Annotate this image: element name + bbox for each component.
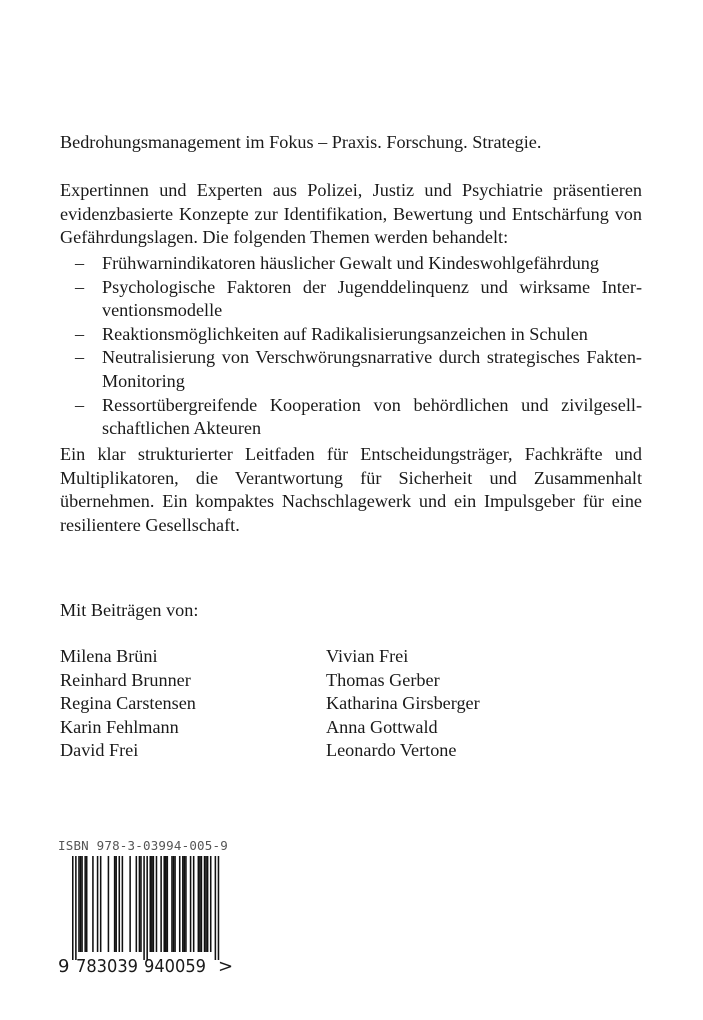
quiet-zone-marker: > [218,956,234,976]
topic-text: Reaktionsmöglichkeiten auf Radikalisierungsanzeichen in Schulen [102,323,588,344]
contributor-name: Leonardo Vertone [326,740,457,761]
contributor-name: Thomas Gerber [326,669,440,690]
contributors-column-right [326,645,480,763]
contributors-heading: Mit Beiträgen von: [60,600,199,620]
topic-text: Neutralisierung von Verschwörungsnarrative durch strategisches Fakten-Monitoring [102,347,642,391]
list-item [60,276,642,323]
cover-headline: Bedrohungsmanagement im Fokus – Praxis. Forschung. Strategie. [60,132,542,152]
contributor-name: Reinhard Brunner [60,669,191,690]
list-item [60,252,642,276]
topic-text: Ressortübergreifende Kooperation von behördlichen und zivilgesellschaftlichen Akteuren [102,394,642,439]
topic-text: Frühwarnindikatoren häuslicher Gewalt und Kindeswohlgefährdung [102,253,599,273]
topic-list [60,252,642,441]
ean-lead-digit: 9 [58,956,70,976]
dash-bullet-icon: – [75,347,85,368]
barcode-icon [58,856,238,976]
contributor-name: Regina Carstensen [60,693,196,714]
list-item [60,323,642,347]
isbn-barcode [58,838,238,978]
isbn-label: ISBN 978-3-03994-005-9 [58,838,228,853]
topic-text: Psychologische Faktoren der Jugenddelinquenz und wirksame Interventionsmodelle [102,276,642,321]
contributor-name: Karin Fehlmann [60,716,179,737]
contributor-name: Anna Gottwald [326,716,438,737]
contributor-name: Katharina Girsberger [326,693,480,714]
contributor-name: David Frei [60,740,139,761]
contributor-name: Vivian Frei [326,646,409,666]
dash-bullet-icon: – [75,323,85,344]
list-item [60,394,642,441]
ean-left-group: 783039 [76,956,138,976]
intro-paragraph: Expertinnen und Experten aus Polizei, Justiz und Psychiatrie präsentieren evidenzbasierte Konzepte zur Identifikation, Bewertung und Entschärfung von Gefährdungslagen. Die folgenden Themen werden behandelt: [60,180,642,248]
contributors-column-left [60,645,196,763]
dash-bullet-icon: – [75,253,85,273]
ean-right-group: 940059 [144,956,206,976]
dash-bullet-icon: – [75,394,85,415]
dash-bullet-icon: – [75,276,85,297]
contributor-name: Milena Brüni [60,646,158,666]
summary-paragraph: Ein klar strukturierter Leitfaden für Entscheidungsträger, Fachkräfte und Multiplikatoren, die Verantwortung für Sicherheit und Zusammenhalt übernehmen. Ein kompaktes Nachschlagewerk und ein Impulsgeber für eine resilientere Gesellschaft. [60,444,642,535]
list-item [60,346,642,393]
